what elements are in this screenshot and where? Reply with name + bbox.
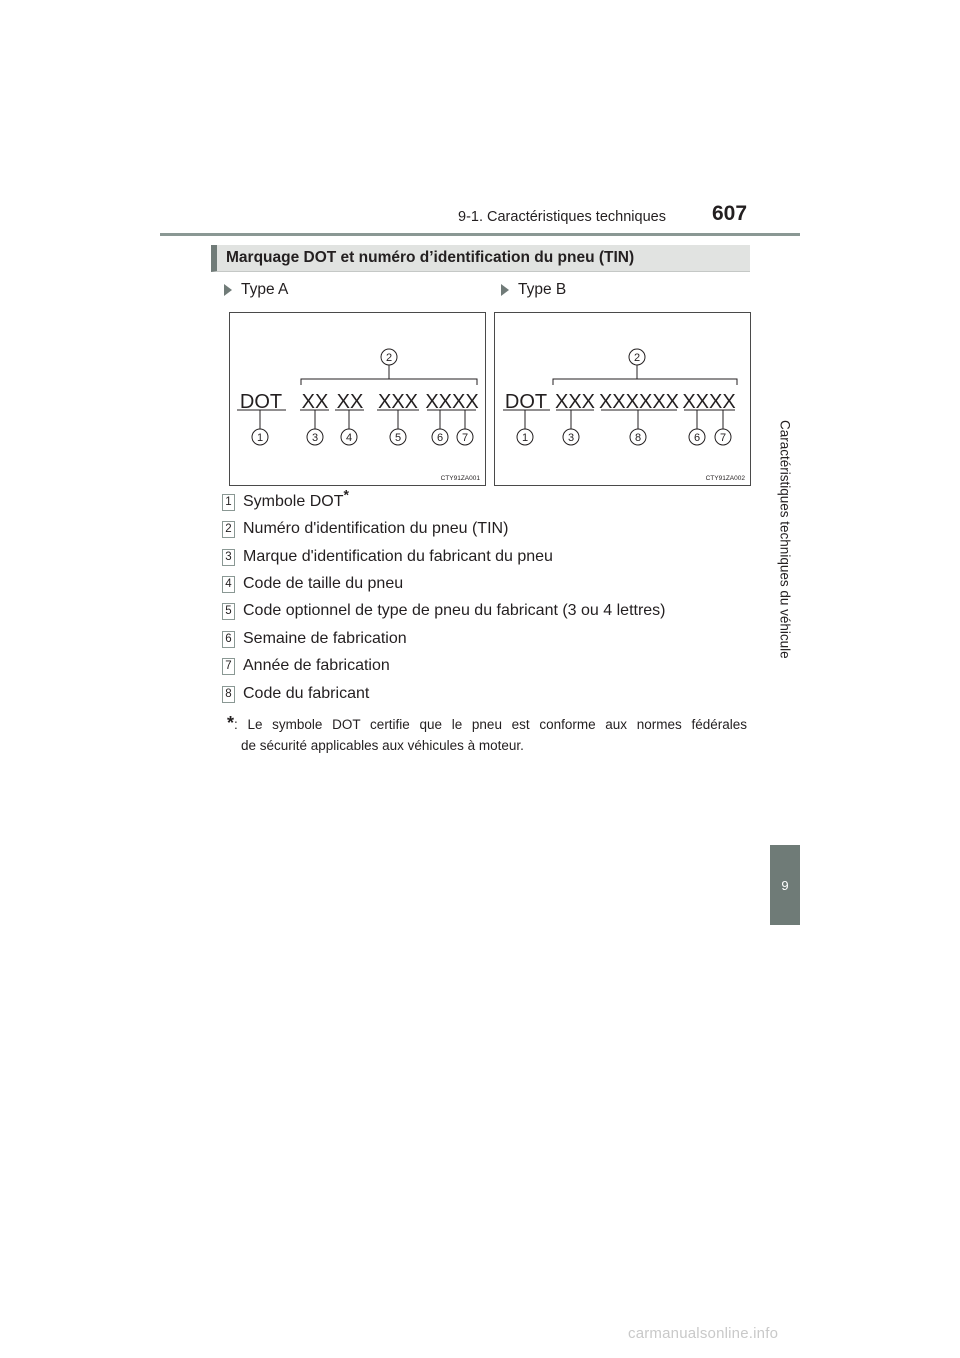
callout-label-7: 7 <box>719 432 727 444</box>
section-heading-text: Marquage DOT et numéro d’identification du pneu (TIN) <box>226 249 635 266</box>
legend-item <box>222 682 369 706</box>
legend-item <box>222 486 349 514</box>
callout-label-6: 6 <box>436 432 444 444</box>
figure-code: CTY91ZA001 <box>440 475 480 482</box>
footnote-line-1: : Le symbole DOT certifie que le pneu est conforme aux normes fédérales <box>234 717 747 732</box>
section-heading <box>211 245 750 272</box>
tin-bracket <box>301 379 477 385</box>
legend-item <box>222 545 553 569</box>
footnote-mark: * <box>227 713 235 733</box>
legend-text: Semaine de fabrication <box>243 630 407 647</box>
callout-label-7: 7 <box>461 432 469 444</box>
legend-text: Année de fabrication <box>243 657 390 674</box>
legend-number: 4 <box>222 576 235 593</box>
figure-code: CTY91ZA002 <box>705 475 745 482</box>
legend-item <box>222 517 508 541</box>
callout-label-6: 6 <box>693 432 701 444</box>
footnote <box>227 713 747 756</box>
code-xxxx: XXXX <box>425 391 479 413</box>
callout-label-3: 3 <box>311 432 319 444</box>
legend-item <box>222 627 407 651</box>
code-xxxx: XXXX <box>682 391 736 413</box>
legend-text: Marque d'identification du fabricant du pneu <box>243 548 553 565</box>
code-xxxxxx: XXXXXX <box>598 391 680 413</box>
code-xx-1: XX <box>301 391 329 413</box>
legend-item <box>222 599 666 623</box>
type-b-label-text: Type B <box>518 281 567 298</box>
chapter-side-label <box>770 233 800 845</box>
triangle-bullet-icon <box>224 284 232 296</box>
callout-label-5: 5 <box>394 432 402 444</box>
callout-label-4: 4 <box>345 432 353 444</box>
legend-item <box>222 572 403 596</box>
legend-number: 7 <box>222 658 235 675</box>
legend-text: Code optionnel de type de pneu du fabricant (3 ou 4 lettres) <box>243 602 666 619</box>
legend-text: Code de taille du pneu <box>243 575 404 592</box>
code-xx-2: XX <box>336 391 364 413</box>
tin-bracket <box>553 379 737 385</box>
header-rule <box>160 233 800 236</box>
footnote-line-2: de sécurité applicables aux véhicules à moteur. <box>241 738 524 753</box>
callout-label-2: 2 <box>633 352 641 364</box>
type-a-label <box>224 281 288 299</box>
legend-number: 2 <box>222 521 235 538</box>
legend-text: Symbole DOT* <box>243 486 349 510</box>
callout-label-8: 8 <box>634 432 642 444</box>
callout-label-2: 2 <box>385 352 393 364</box>
chapter-number: 9 <box>781 877 789 893</box>
chapter-number-tab <box>770 845 800 925</box>
type-a-diagram <box>230 313 485 485</box>
watermark: carmanualsonline.info <box>628 1325 779 1342</box>
code-dot: DOT <box>239 391 283 413</box>
triangle-bullet-icon <box>501 284 509 296</box>
type-b-figure <box>494 312 751 486</box>
legend-number: 5 <box>222 603 235 620</box>
footnote-mark: * <box>343 486 349 503</box>
code-xxx: XXX <box>377 391 419 413</box>
code-xxx: XXX <box>554 391 596 413</box>
type-a-figure <box>229 312 486 486</box>
chapter-title: Caractéristiques techniques du véhicule <box>777 419 793 659</box>
legend-number: 6 <box>222 631 235 648</box>
code-dot: DOT <box>504 391 548 413</box>
callout-label-3: 3 <box>567 432 575 444</box>
page-number: 607 <box>712 202 748 225</box>
legend-text: Numéro d'identification du pneu (TIN) <box>243 520 509 537</box>
legend-number: 8 <box>222 686 235 703</box>
section-title: 9-1. Caractéristiques techniques <box>458 209 666 225</box>
legend-text: Code du fabricant <box>243 685 370 702</box>
type-a-label-text: Type A <box>241 281 289 298</box>
callout-label-1: 1 <box>521 432 529 444</box>
legend-number: 3 <box>222 549 235 566</box>
callout-label-1: 1 <box>256 432 264 444</box>
legend-item <box>222 654 390 678</box>
type-b-diagram <box>495 313 750 485</box>
legend-number: 1 <box>222 494 235 511</box>
type-b-label <box>501 281 566 299</box>
